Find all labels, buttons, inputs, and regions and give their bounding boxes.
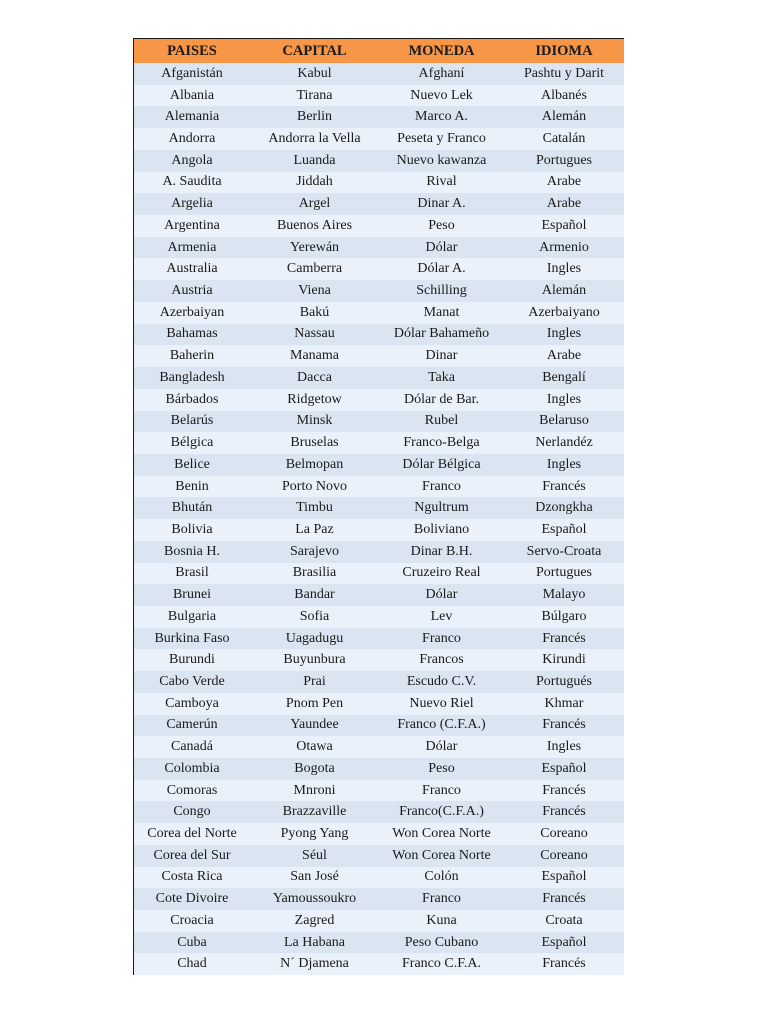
cell-pais: Afganistán <box>161 65 223 81</box>
cell-idioma: Arabe <box>546 196 582 212</box>
cell-pais: Argentina <box>164 217 220 233</box>
cell-capital: Otawa <box>296 739 333 755</box>
cell-capital: Mnroni <box>293 782 336 798</box>
cell-moneda: Rival <box>426 174 457 190</box>
cell-capital: Zagred <box>294 912 335 928</box>
cell-capital: Belmopan <box>285 456 344 472</box>
cell-pais: Costa Rica <box>161 869 223 885</box>
cell-moneda: Peso <box>428 760 455 776</box>
cell-moneda: Won Corea Norte <box>392 826 491 842</box>
cell-capital: Kabul <box>297 65 332 81</box>
cell-idioma: Albanés <box>541 87 587 103</box>
cell-pais: Chad <box>177 956 207 972</box>
cell-pais: Brunei <box>172 587 212 603</box>
cell-idioma: Francés <box>542 717 586 733</box>
cell-moneda: Nuevo Lek <box>410 87 473 103</box>
cell-idioma: Kirundi <box>542 652 586 668</box>
table-row <box>134 563 624 585</box>
table-row <box>134 541 624 563</box>
cell-moneda: Marco A. <box>415 109 468 125</box>
table-row <box>134 432 624 454</box>
cell-capital: Jiddah <box>296 174 333 190</box>
cell-idioma: Dzongkha <box>535 500 593 516</box>
cell-moneda: Franco <box>422 478 461 494</box>
table-row <box>134 411 624 433</box>
cell-capital: Yaundee <box>290 717 339 733</box>
cell-moneda: Kuna <box>426 912 457 928</box>
cell-idioma: Español <box>541 869 587 885</box>
table-row <box>134 519 624 541</box>
cell-moneda: Manat <box>423 304 460 320</box>
cell-capital: Viena <box>298 283 331 299</box>
header-moneda: MONEDA <box>408 42 475 59</box>
cell-pais: Bolivia <box>171 521 213 537</box>
cell-capital: San José <box>290 869 339 885</box>
table-row <box>134 736 624 758</box>
cell-idioma: Servo-Croata <box>526 543 602 559</box>
cell-pais: Austria <box>171 283 213 299</box>
table-row <box>134 324 624 346</box>
table-row <box>134 389 624 411</box>
cell-pais: Baherin <box>169 348 215 364</box>
cell-idioma: Portugues <box>536 152 592 168</box>
cell-idioma: Español <box>541 217 587 233</box>
cell-idioma: Ingles <box>546 261 582 277</box>
table-row <box>134 302 624 324</box>
cell-pais: Armenia <box>167 239 217 255</box>
cell-capital: Buyunbura <box>283 652 346 668</box>
cell-pais: Croacia <box>170 912 214 928</box>
cell-capital: Uagadugu <box>285 630 344 646</box>
cell-pais: Albania <box>169 87 215 103</box>
table-row <box>134 258 624 280</box>
cell-idioma: Francés <box>542 478 586 494</box>
table-row <box>134 63 624 85</box>
cell-capital: Bandar <box>294 587 335 603</box>
table-row <box>134 497 624 519</box>
cell-idioma: Nerlandéz <box>535 435 593 451</box>
cell-moneda: Franco <box>422 782 461 798</box>
cell-moneda: Franco <box>422 891 461 907</box>
table-row <box>134 150 624 172</box>
cell-capital: Dacca <box>297 369 332 385</box>
cell-capital: Prai <box>303 673 326 689</box>
cell-capital: Nassau <box>294 326 335 342</box>
cell-capital: Andorra la Vella <box>268 131 361 147</box>
cell-moneda: Won Corea Norte <box>392 847 491 863</box>
cell-pais: Belarús <box>170 413 214 429</box>
cell-capital: Yamoussoukro <box>272 891 357 907</box>
cell-capital: Sarajevo <box>290 543 339 559</box>
cell-idioma: Portugués <box>536 673 592 689</box>
cell-idioma: Arabe <box>546 348 582 364</box>
table-row <box>134 237 624 259</box>
cell-pais: Camboya <box>165 695 219 711</box>
table-row <box>134 106 624 128</box>
cell-pais: Bahamas <box>166 326 218 342</box>
table-row <box>134 801 624 823</box>
cell-moneda: Franco <box>422 630 461 646</box>
cell-capital: Bogota <box>294 760 335 776</box>
header-idioma: IDIOMA <box>535 42 593 59</box>
cell-idioma: Portugues <box>536 565 592 581</box>
cell-capital: Brasilia <box>292 565 337 581</box>
table-row <box>134 867 624 889</box>
cell-capital: Bakú <box>299 304 330 320</box>
table-row <box>134 128 624 150</box>
cell-idioma: Francés <box>542 891 586 907</box>
table-body <box>134 63 624 975</box>
cell-pais: Bosnia H. <box>164 543 220 559</box>
table-row <box>134 215 624 237</box>
cell-capital: Pnom Pen <box>285 695 344 711</box>
cell-idioma: Croata <box>545 912 583 928</box>
cell-capital: Luanda <box>293 152 336 168</box>
cell-moneda: Francos <box>419 652 464 668</box>
cell-capital: Timbu <box>296 500 333 516</box>
cell-idioma: Francés <box>542 630 586 646</box>
table-row <box>134 606 624 628</box>
cell-idioma: Pashtu y Darit <box>523 65 605 81</box>
cell-idioma: Coreano <box>540 847 588 863</box>
cell-idioma: Búlgaro <box>541 608 587 624</box>
cell-moneda: Dólar Bélgica <box>402 456 481 472</box>
table-row <box>134 649 624 671</box>
cell-idioma: Alemán <box>541 283 587 299</box>
table-row <box>134 345 624 367</box>
cell-moneda: Dólar <box>425 587 458 603</box>
cell-pais: Cabo Verde <box>159 673 225 689</box>
cell-moneda: Boliviano <box>413 521 470 537</box>
header-capital: CAPITAL <box>282 42 347 59</box>
cell-capital: Argel <box>298 196 331 212</box>
cell-moneda: Peso <box>428 217 455 233</box>
cell-moneda: Nuevo Riel <box>409 695 474 711</box>
table-row <box>134 85 624 107</box>
table-row <box>134 780 624 802</box>
cell-capital: Minsk <box>296 413 333 429</box>
table-row <box>134 823 624 845</box>
cell-moneda: Ngultrum <box>414 500 469 516</box>
header-paises: PAISES <box>167 42 217 59</box>
cell-idioma: Arabe <box>546 174 582 190</box>
table-row <box>134 888 624 910</box>
cell-moneda: Franco-Belga <box>403 435 480 451</box>
cell-capital: La Paz <box>295 521 334 537</box>
cell-idioma: Azerbaiyano <box>528 304 600 320</box>
cell-pais: Cuba <box>177 934 207 950</box>
table-row <box>134 584 624 606</box>
cell-moneda: Schilling <box>416 283 467 299</box>
table-row <box>134 845 624 867</box>
cell-moneda: Franco C.F.A. <box>402 956 481 972</box>
table-row <box>134 193 624 215</box>
cell-idioma: Español <box>541 934 587 950</box>
cell-capital: Sofia <box>299 608 330 624</box>
table-row <box>134 953 624 975</box>
cell-capital: Camberra <box>286 261 343 277</box>
cell-pais: Azerbaiyan <box>159 304 225 320</box>
table-row <box>134 671 624 693</box>
table-row <box>134 367 624 389</box>
cell-moneda: Dólar <box>425 739 458 755</box>
table-row <box>134 932 624 954</box>
cell-idioma: Ingles <box>546 391 582 407</box>
table-row <box>134 758 624 780</box>
cell-moneda: Rubel <box>424 413 459 429</box>
cell-moneda: Dinar B.H. <box>410 543 473 559</box>
cell-capital: N´ Djamena <box>280 956 349 972</box>
table-row <box>134 280 624 302</box>
cell-moneda: Franco (C.F.A.) <box>397 717 486 733</box>
table-row <box>134 910 624 932</box>
cell-idioma: Francés <box>542 782 586 798</box>
cell-moneda: Afghaní <box>418 65 465 81</box>
cell-capital: Séul <box>302 847 327 863</box>
cell-moneda: Dinar <box>425 348 458 364</box>
cell-idioma: Ingles <box>546 456 582 472</box>
cell-pais: Argelia <box>171 196 213 212</box>
cell-pais: Comoras <box>166 782 218 798</box>
cell-idioma: Español <box>541 521 587 537</box>
table-row <box>134 693 624 715</box>
cell-capital: Ridgetow <box>287 391 342 407</box>
cell-idioma: Malayo <box>542 587 586 603</box>
cell-moneda: Peseta y Franco <box>397 131 486 147</box>
cell-capital: Porto Novo <box>282 478 347 494</box>
cell-idioma: Francés <box>542 956 586 972</box>
cell-moneda: Franco(C.F.A.) <box>399 804 484 820</box>
table-row <box>134 628 624 650</box>
cell-pais: Cote Divoire <box>155 891 229 907</box>
cell-capital: Buenos Aires <box>276 217 353 233</box>
cell-capital: Manama <box>290 348 339 364</box>
cell-idioma: Bengalí <box>542 369 586 385</box>
cell-pais: Brasil <box>175 565 209 581</box>
cell-moneda: Escudo C.V. <box>406 673 477 689</box>
cell-moneda: Dólar A. <box>417 261 466 277</box>
table-header-row <box>134 38 624 63</box>
cell-pais: Colombia <box>164 760 220 776</box>
cell-moneda: Dinar A. <box>417 196 466 212</box>
table-row <box>134 454 624 476</box>
cell-moneda: Dólar Bahameño <box>393 326 490 342</box>
table-row <box>134 172 624 194</box>
cell-pais: Bhután <box>171 500 213 516</box>
cell-idioma: Alemán <box>541 109 587 125</box>
cell-idioma: Armenio <box>539 239 589 255</box>
cell-pais: Camerún <box>166 717 218 733</box>
cell-moneda: Dólar de Bar. <box>403 391 480 407</box>
countries-table <box>133 38 624 975</box>
cell-pais: Andorra <box>168 131 216 147</box>
cell-pais: Bulgaria <box>167 608 217 624</box>
table-row <box>134 476 624 498</box>
cell-moneda: Peso Cubano <box>404 934 479 950</box>
cell-pais: Bárbados <box>165 391 219 407</box>
cell-pais: Congo <box>173 804 211 820</box>
cell-capital: Pyong Yang <box>280 826 349 842</box>
cell-pais: Burkina Faso <box>154 630 230 646</box>
cell-idioma: Ingles <box>546 739 582 755</box>
cell-pais: Bangladesh <box>159 369 225 385</box>
cell-idioma: Catalán <box>542 131 586 147</box>
cell-idioma: Belaruso <box>539 413 589 429</box>
cell-pais: Bélgica <box>170 435 214 451</box>
cell-pais: Alemania <box>164 109 220 125</box>
cell-moneda: Nuevo kawanza <box>396 152 487 168</box>
cell-capital: Berlin <box>297 109 332 125</box>
cell-pais: A. Saudita <box>162 174 222 190</box>
cell-moneda: Lev <box>430 608 453 624</box>
cell-pais: Burundi <box>169 652 215 668</box>
cell-moneda: Taka <box>427 369 455 385</box>
cell-idioma: Khmar <box>544 695 584 711</box>
cell-idioma: Ingles <box>546 326 582 342</box>
cell-pais: Canadá <box>171 739 213 755</box>
cell-moneda: Cruzeiro Real <box>402 565 481 581</box>
cell-capital: Yerewán <box>289 239 340 255</box>
cell-idioma: Francés <box>542 804 586 820</box>
cell-moneda: Colón <box>424 869 459 885</box>
table-row <box>134 715 624 737</box>
cell-capital: Bruselas <box>290 435 339 451</box>
cell-pais: Corea del Norte <box>147 826 237 842</box>
cell-idioma: Español <box>541 760 587 776</box>
cell-capital: La Habana <box>283 934 346 950</box>
cell-pais: Angola <box>171 152 213 168</box>
cell-pais: Belice <box>174 456 210 472</box>
cell-capital: Brazzaville <box>282 804 347 820</box>
cell-idioma: Coreano <box>540 826 588 842</box>
cell-pais: Australia <box>166 261 218 277</box>
cell-moneda: Dólar <box>425 239 458 255</box>
cell-pais: Corea del Sur <box>153 847 231 863</box>
cell-capital: Tirana <box>296 87 333 103</box>
cell-pais: Benin <box>175 478 209 494</box>
